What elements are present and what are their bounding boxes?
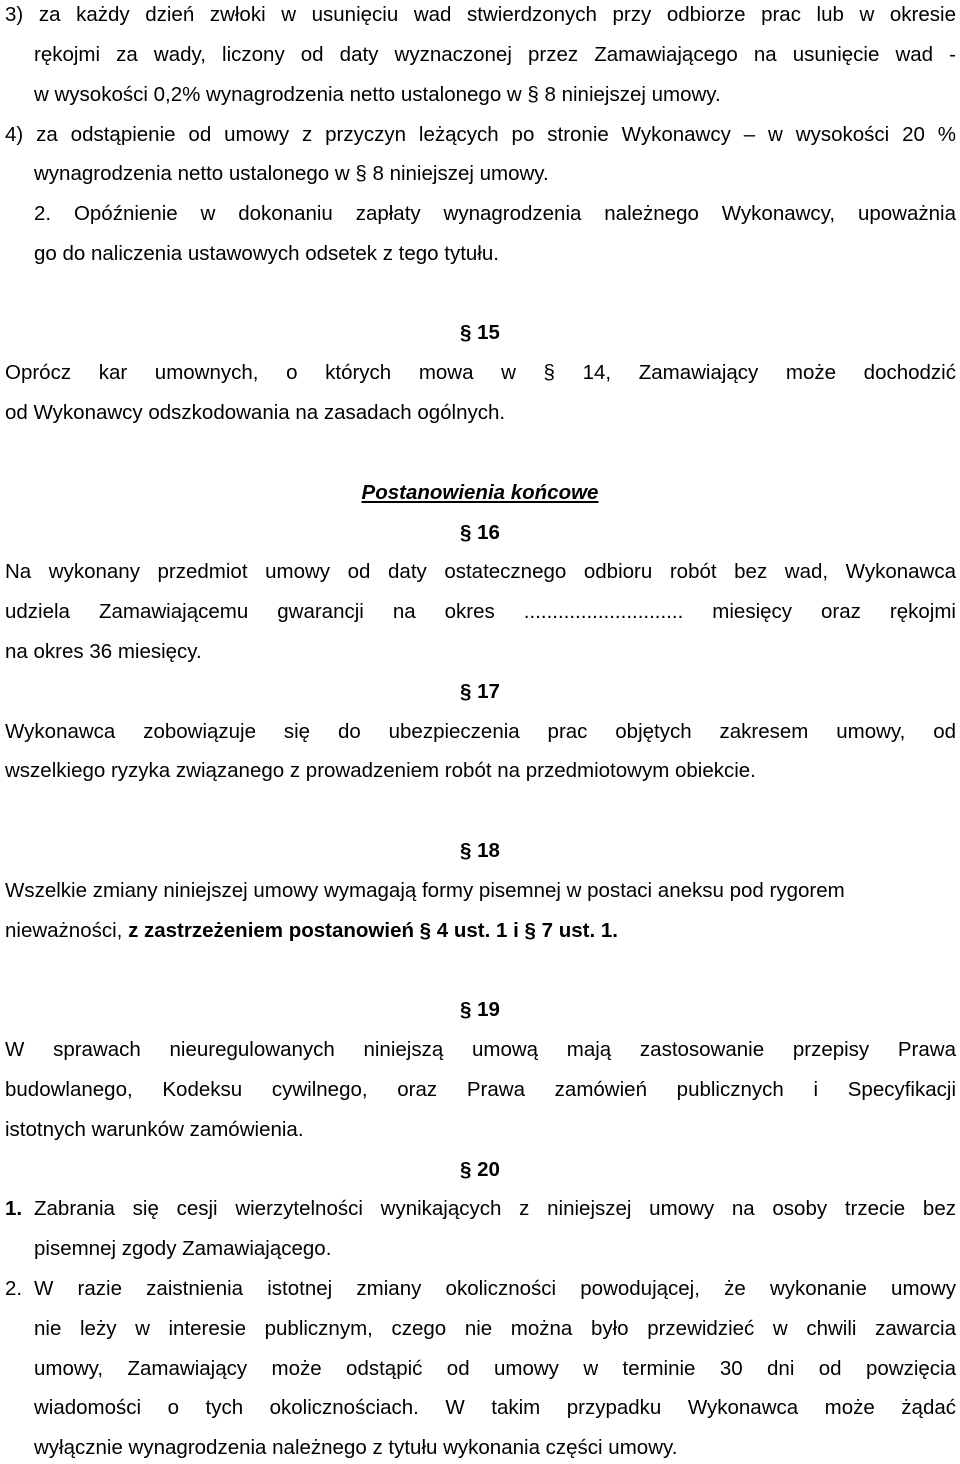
section-17-line-1: Wykonawca zobowiązuje się do ubezpieczenia prac objętych zakresem umowy, od (5, 720, 956, 743)
paragraph-2-line-1: 2. Opóźnienie w dokonaniu zapłaty wynagrodzenia należnego Wykonawcy, upoważnia (34, 202, 956, 225)
section-20-item-2-line-3: umowy, Zamawiający może odstąpić od umowy w terminie 30 dni od powzięcia (34, 1357, 956, 1380)
section-16-line-1: Na wykonany przedmiot umowy od daty ostatecznego odbioru robót bez wad, Wykonawca (5, 560, 956, 583)
section-17-line-2: wszelkiego ryzyka związanego z prowadzeniem robót na przedmiotowym obiekcie. (5, 759, 756, 782)
section-18-line-1: Wszelkie zmiany niniejszej umowy wymagają formy pisemnej w postaci aneksu pod rygorem (5, 879, 845, 902)
section-20-item-1-number: 1. (5, 1197, 23, 1220)
section-20-item-2-number: 2. (5, 1277, 23, 1300)
section-15-heading: § 15 (460, 321, 500, 344)
section-19-line-1: W sprawach nieuregulowanych niniejszą umową mają zastosowanie przepisy Prawa (5, 1038, 956, 1061)
section-20-item-2-line-2: nie leży w interesie publicznym, czego nie można było przewidzieć w chwili zawarcia (34, 1317, 956, 1340)
section-20-item-2-line-4: wiadomości o tych okolicznościach. W takim przypadku Wykonawca może żądać (34, 1396, 956, 1419)
section-18-line-2-text: nieważności, (5, 919, 129, 942)
section-16-line-3: na okres 36 miesięcy. (5, 640, 202, 663)
section-19-line-2: budowlanego, Kodeksu cywilnego, oraz Prawa zamówień publicznych i Specyfikacji (5, 1078, 956, 1101)
section-19-line-3: istotnych warunków zamówienia. (5, 1118, 304, 1141)
paragraph-3-line-2: rękojmi za wady, liczony od daty wyznaczonej przez Zamawiającego na usunięcie wad - (34, 43, 956, 66)
section-18-reservation-text: z zastrzeżeniem postanowień § 4 ust. 1 i § 7 ust. 1. (128, 919, 618, 942)
paragraph-4-line-1: 4) za odstąpienie od umowy z przyczyn leżących po stronie Wykonawcy – w wysokości 20 % (5, 123, 956, 146)
section-19-heading: § 19 (460, 998, 500, 1021)
section-17-heading: § 17 (460, 680, 500, 703)
section-title: Postanowienia końcowe (361, 481, 599, 504)
section-20-item-1-line-2: pisemnej zgody Zamawiającego. (34, 1237, 332, 1260)
paragraph-3-line-1: 3) za każdy dzień zwłoki w usunięciu wad stwierdzonych przy odbiorze prac lub w okresie (5, 3, 956, 26)
paragraph-3-line-3: w wysokości 0,2% wynagrodzenia netto ustalonego w § 8 niniejszej umowy. (34, 83, 721, 106)
paragraph-4-line-2: wynagrodzenia netto ustalonego w § 8 niniejszej umowy. (34, 162, 549, 185)
section-18-line-2 (5, 918, 618, 944)
section-16-heading: § 16 (460, 521, 500, 544)
section-20-item-2-line-1: W razie zaistnienia istotnej zmiany okoliczności powodującej, że wykonanie umowy (34, 1277, 956, 1300)
section-20-item-2-line-5: wyłącznie wynagrodzenia należnego z tytułu wykonania części umowy. (34, 1436, 678, 1459)
section-15-line-2: od Wykonawcy odszkodowania na zasadach ogólnych. (5, 401, 506, 424)
section-16-line-2: udziela Zamawiającemu gwarancji na okres ............................ miesięcy oraz rękojmi (5, 600, 956, 623)
section-18-heading: § 18 (460, 839, 500, 862)
section-20-item-1-line-1: Zabrania się cesji wierzytelności wynikających z niniejszej umowy na osoby trzecie bez (34, 1197, 956, 1220)
paragraph-2-line-2: go do naliczenia ustawowych odsetek z tego tytułu. (34, 242, 499, 265)
section-20-heading: § 20 (460, 1158, 500, 1181)
section-15-line-1: Oprócz kar umownych, o których mowa w § 14, Zamawiający może dochodzić (5, 361, 956, 384)
